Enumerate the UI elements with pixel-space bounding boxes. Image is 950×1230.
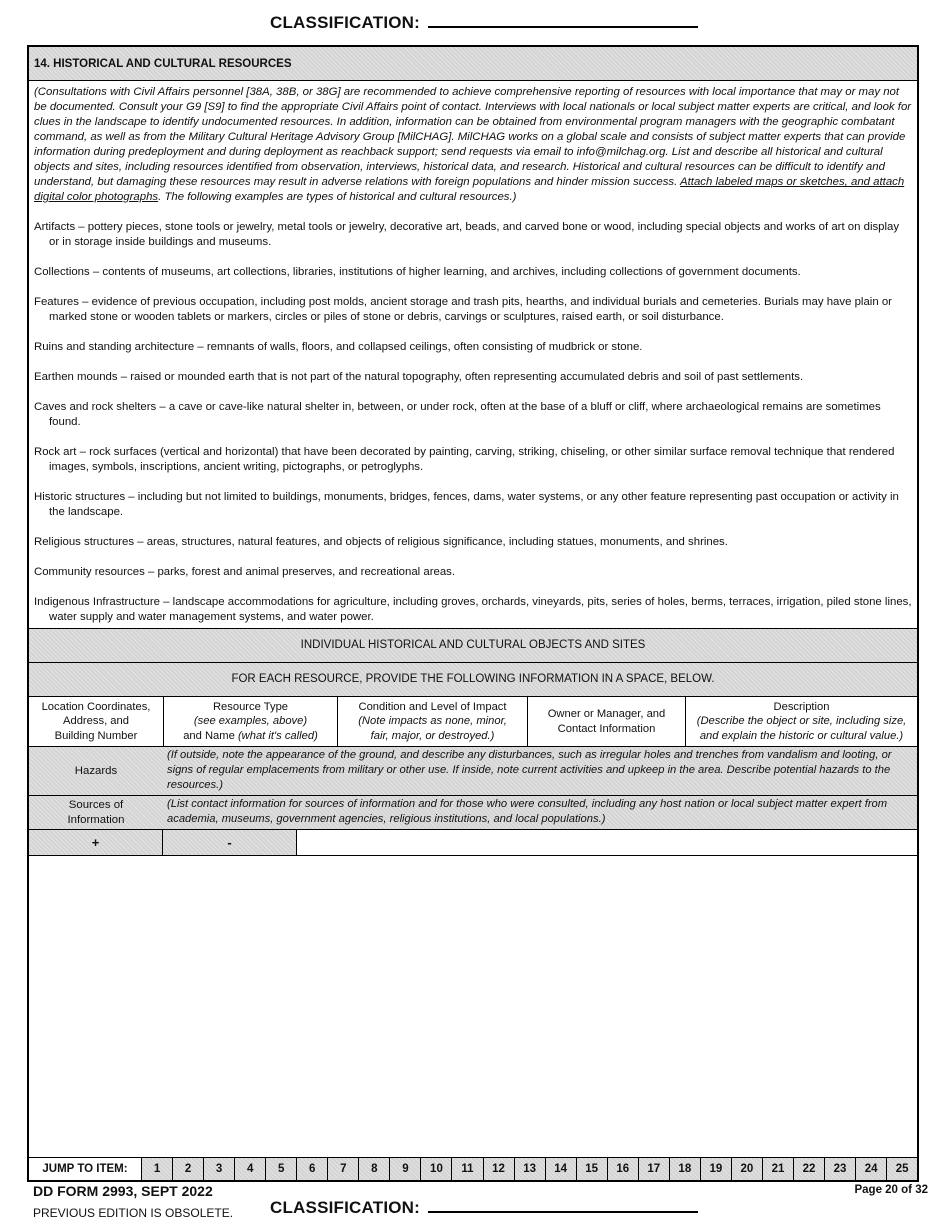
- col-owner-l1: Owner or Manager, and: [547, 708, 666, 720]
- jump-item-13[interactable]: 13: [515, 1158, 546, 1180]
- jump-item-25[interactable]: 25: [895, 1163, 909, 1175]
- jump-item-17[interactable]: 17: [639, 1158, 670, 1180]
- table-subheading: [29, 662, 917, 696]
- jump-item-8[interactable]: 8: [359, 1158, 390, 1180]
- classification-line: [428, 10, 698, 28]
- jump-item-14[interactable]: 14: [546, 1158, 577, 1180]
- jump-item-12[interactable]: 12: [484, 1158, 515, 1180]
- example-item: Ruins and standing architecture – remnants of walls, floors, and collapsed ceilings, often consisting of mudbrick or stone.: [34, 341, 643, 353]
- classification-line: [428, 1195, 698, 1213]
- col-type-l1: Resource Type: [212, 700, 289, 713]
- jump-item-18[interactable]: 18: [670, 1158, 701, 1180]
- jump-item-19[interactable]: 19: [701, 1158, 732, 1180]
- jump-item-24[interactable]: 24: [856, 1158, 887, 1180]
- jump-item-3[interactable]: 3: [204, 1158, 235, 1180]
- jump-item-2[interactable]: 2: [173, 1158, 204, 1180]
- jump-item-7[interactable]: 7: [328, 1158, 359, 1180]
- sources-row: [29, 795, 917, 829]
- col-type-l3a: and Name: [183, 729, 238, 742]
- jump-item-15[interactable]: 15: [577, 1158, 608, 1180]
- table-subheading-text: FOR EACH RESOURCE, PROVIDE THE FOLLOWING INFORMATION IN A SPACE, BELOW.: [231, 673, 715, 685]
- example-item: Collections – contents of museums, art collections, libraries, institutions of higher learning, and archives, including collections of government documents.: [34, 266, 801, 278]
- jump-item-11[interactable]: 11: [452, 1158, 483, 1180]
- hazards-row: [29, 746, 917, 795]
- example-item: Historic structures – including but not limited to buildings, monuments, bridges, fences, dams, water systems, or any other feature representing past occupation or activity in the landscape.: [34, 491, 899, 518]
- col-description-l3: and explain the historic or cultural value.): [699, 729, 904, 742]
- table-heading: [29, 628, 917, 662]
- sources-label: [29, 796, 163, 829]
- col-owner: [528, 697, 686, 746]
- col-description-l1: Description: [773, 700, 830, 713]
- example-item: Artifacts – pottery pieces, stone tools or jewelry, metal tools or jewelry, decorative art, beads, and carved bone or wood, including special objects and works of art on display or in storage inside buildings and museums.: [34, 221, 900, 248]
- add-row-button[interactable]: +: [29, 830, 163, 855]
- example-item: Rock art – rock surfaces (vertical and horizontal) that have been decorated by painting, carving, striking, chiseling, or other similar surface removal technique that rendered images, symbols, inscriptions, ancient writing, pictographs, or petroglyphs.: [34, 446, 895, 473]
- col-location-l1: Location Coordinates,: [41, 700, 151, 713]
- example-item: Religious structures – areas, structures, natural features, and objects of religious significance, including statues, monuments, and shrines.: [34, 536, 728, 548]
- sources-label-l1: Sources of: [68, 799, 124, 811]
- jump-to-item-bar: [29, 1157, 917, 1180]
- col-description-l2: (Describe the object or site, including size,: [696, 715, 907, 728]
- jump-item-6[interactable]: 6: [297, 1158, 328, 1180]
- col-resource-type: [164, 697, 338, 746]
- section-title: 14. HISTORICAL AND CULTURAL RESOURCES: [29, 47, 917, 81]
- sources-text: (List contact information for sources of information and for those who were consulted, including any host nation or local subject matter expert from academia, museums, government agencies, religious institutions, and local populations.): [167, 798, 888, 825]
- hazards-label: Hazards: [74, 764, 118, 777]
- classification-top: [270, 10, 698, 33]
- instructions-text-b: . The following examples are types of historical and cultural resources.): [158, 191, 517, 203]
- example-item: Indigenous Infrastructure – landscape accommodations for agriculture, including groves, orchards, vineyards, pits, series of holes, berms, terraces, irrigation, piled stone lines, water supply and water management systems, and water power.: [34, 596, 912, 623]
- col-condition-l2: (Note impacts as none, minor,: [358, 715, 507, 728]
- example-item: Community resources – parks, forest and animal preserves, and recreational areas.: [34, 566, 456, 578]
- col-condition-l3: fair, major, or destroyed.): [370, 729, 495, 742]
- form-section: [27, 45, 919, 1182]
- page-number: Page 20 of 32: [854, 1184, 928, 1196]
- hazards-text: (If outside, note the appearance of the ground, and describe any disturbances, such as irregular holes and trenches from vandalism and looting, or signs of regular emplacements from military or other use. If inside, note current activities and upkeep in the area. Describe potential hazards to the resources.): [167, 749, 892, 791]
- jump-item-1[interactable]: 1: [142, 1158, 173, 1180]
- jump-item-23[interactable]: 23: [825, 1158, 856, 1180]
- entry-area[interactable]: [29, 870, 917, 1157]
- table-heading-text: INDIVIDUAL HISTORICAL AND CULTURAL OBJECTS AND SITES: [300, 639, 646, 651]
- col-description: [686, 697, 917, 746]
- jump-item-20[interactable]: 20: [732, 1158, 763, 1180]
- jump-item-4[interactable]: 4: [235, 1158, 266, 1180]
- col-type-l2: (see examples, above): [193, 715, 308, 728]
- jump-item-10[interactable]: 10: [421, 1158, 452, 1180]
- row-controls: [29, 829, 917, 856]
- col-location: [29, 697, 164, 746]
- classification-bottom: [270, 1195, 698, 1218]
- col-condition: [338, 697, 528, 746]
- jump-item-5[interactable]: 5: [266, 1158, 297, 1180]
- classification-label: CLASSIFICATION:: [270, 13, 421, 32]
- col-location-l3: Building Number: [54, 729, 138, 742]
- col-condition-l1: Condition and Level of Impact: [358, 700, 507, 713]
- sources-label-l2: Information: [67, 813, 125, 826]
- jump-item-9[interactable]: 9: [390, 1158, 421, 1180]
- col-location-l2: Address, and: [63, 715, 129, 728]
- section-instructions: [29, 81, 917, 205]
- classification-label: CLASSIFICATION:: [270, 1198, 421, 1217]
- jump-item-22[interactable]: 22: [794, 1158, 825, 1180]
- jump-item-21[interactable]: 21: [763, 1158, 794, 1180]
- column-headers: [29, 696, 917, 746]
- example-item: Earthen mounds – raised or mounded earth that is not part of the natural topography, often representing accumulated debris and soil of past settlements.: [34, 371, 804, 383]
- col-owner-l2: Contact Information: [557, 722, 656, 735]
- attach-instruction: Attach labeled maps or sketches, and attach digital color photographs: [34, 176, 905, 203]
- jump-item-16[interactable]: 16: [608, 1158, 639, 1180]
- example-item: Features – evidence of previous occupation, including post molds, ancient storage and trash pits, hearths, and individual burials and cemeteries. Burials may have plain or marked stone or wooden tablets or markers, circles or piles of stone or debris, carvings or sculptures, raised earth, or soil disturbance.: [34, 296, 892, 323]
- form-identifier: DD FORM 2993, SEPT 2022: [33, 1183, 213, 1199]
- remove-row-button[interactable]: -: [163, 830, 297, 855]
- col-type-l3b: (what it's called): [237, 729, 318, 742]
- example-item: Caves and rock shelters – a cave or cave-like natural shelter in, between, or under rock, often at the base of a bluff or cliff, where archaeological remains are sometimes found.: [34, 401, 881, 428]
- edition-note: PREVIOUS EDITION IS OBSOLETE.: [33, 1206, 234, 1220]
- jump-label: JUMP TO ITEM:: [29, 1158, 142, 1180]
- instructions-text-a: (Consultations with Civil Affairs personnel [38A, 38B, or 38G] are recommended to achieve comprehensive reporting of resources with local importance that may or may not be documented. Consult your G9 [S9] to find the appropriate Civil Affairs point of contact. Interviews with local nationals or local subject matter experts are critical, and look for clues in the landscape to identify undocumented resources. In addition, information can be obtained from environmental program managers with the geographic combatant command, as well as from the Military Cultural Heritage Advisory Group [MilCHAG]. MilCHAG works on a global scale and consists of subject matter experts that can provide information during predeployment and during deployment as reachback support; send requests via email to info@milchag.org. List and describe all historical and cultural objects and sites, including resources identified from observation, interviews, historical data, and research. Historical and cultural resources can be difficult to identify and understand, but damaging these resources may result in adverse relations with foreign populations and hinder mission success.: [34, 86, 912, 188]
- examples-list: [29, 220, 917, 625]
